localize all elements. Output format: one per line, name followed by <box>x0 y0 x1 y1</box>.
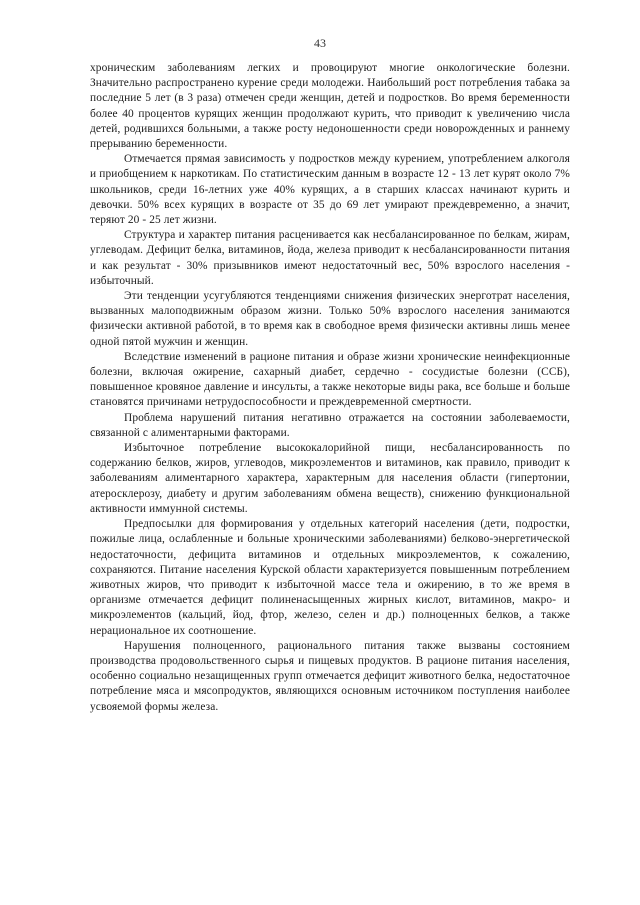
paragraph: хроническим заболеваниям легких и провоцируют многие онкологические болезни. Значительно распространено курение среди молодежи. Наибольший рост потребления табака за последние 5 лет (в 3 раза) отмечен среди женщин, детей и подростков. Во время беременности более 40 процентов курящих женщин продолжают курить, что приводит к увеличению числа детей, родившихся больными, а также росту недоношенности среди новорожденных и раннему прерыванию беременности. <box>90 62 570 151</box>
page-number: 43 <box>314 36 326 50</box>
paragraph: Отмечается прямая зависимость у подростков между курением, употреблением алкоголя и приобщением к наркотикам. По статистическим данным в возрасте 12 - 13 лет курят около 7% школьников, среди 16-летних уже 40% курящих, а в старших классах начинают курить и девочки. 50% всех курящих в возрасте от 35 до 69 лет умирают преждевременно, а значит, теряют 20 - 25 лет жизни. <box>90 153 570 227</box>
body-text <box>90 61 570 715</box>
paragraph: Структура и характер питания расценивается как несбалансированное по белкам, жирам, углеводам. Дефицит белка, витаминов, йода, железа приводит к несбалансированности питания и как результат - 30% призывников имеют недостаточный вес, 50% взрослого населения - избыточный. <box>90 229 570 287</box>
paragraph: Избыточное потребление высококалорийной пищи, несбалансированность по содержанию белков, жиров, углеводов, микроэлементов и витаминов, как правило, приводит к заболеваниям алиментарного характера, характерным для населения области (гипертонии, атеросклерозу, диабету и другим заболеваниям обмена веществ), снижению функциональной активности иммунной системы. <box>90 442 570 515</box>
paragraph: Проблема нарушений питания негативно отражается на состоянии заболеваемости, связанной с алиментарными факторами. <box>90 411 570 439</box>
paragraph: Предпосылки для формирования у отдельных категорий населения (дети, подростки, пожилые лица, ослабленные и больные хроническими заболеваниями) белково-энергетической недостаточности, дефицита витаминов и отдельных микроэлементов, к сожалению, сохраняются. Питание населения Курской области характеризуется повышенным потреблением животных жиров, что приводит к избыточной массе тела и ожирению, в то же время в организме отмечается дефицит полиненасыщенных жирных кислот, витаминов, макро- и микроэлементов (кальций, йод, фтор, железо, селен и др.) полноценных белков, а также нерациональное их соотношение. <box>90 518 570 637</box>
paragraph: Нарушения полноценного, рационального питания также вызваны состоянием производства продовольственного сырья и пищевых продуктов. В рационе питания населения, особенно социально незащищенных групп отмечается дефицит животного белка, недостаточное потребление мяса и мясопродуктов, являющихся основным источником поступления наиболее усвояемой формы железа. <box>90 639 570 713</box>
paragraph: Эти тенденции усугубляются тенденциями снижения физических энерготрат населения, вызванных малоподвижным образом жизни. Только 50% взрослого населения занимаются физически активной работой, в то время как в свободное время физически активны лишь менее одной пятой мужчин и женщин. <box>90 290 570 348</box>
paragraph: Вследствие изменений в рационе питания и образе жизни хронические неинфекционные болезни, включая ожирение, сахарный диабет, сердечно - сосудистые болезни (ССБ), повышенное кровяное давление и инсульты, а также некоторые виды рака, все больше и больше становятся причинами нетрудоспособности и преждевременной смертности. <box>90 350 570 409</box>
